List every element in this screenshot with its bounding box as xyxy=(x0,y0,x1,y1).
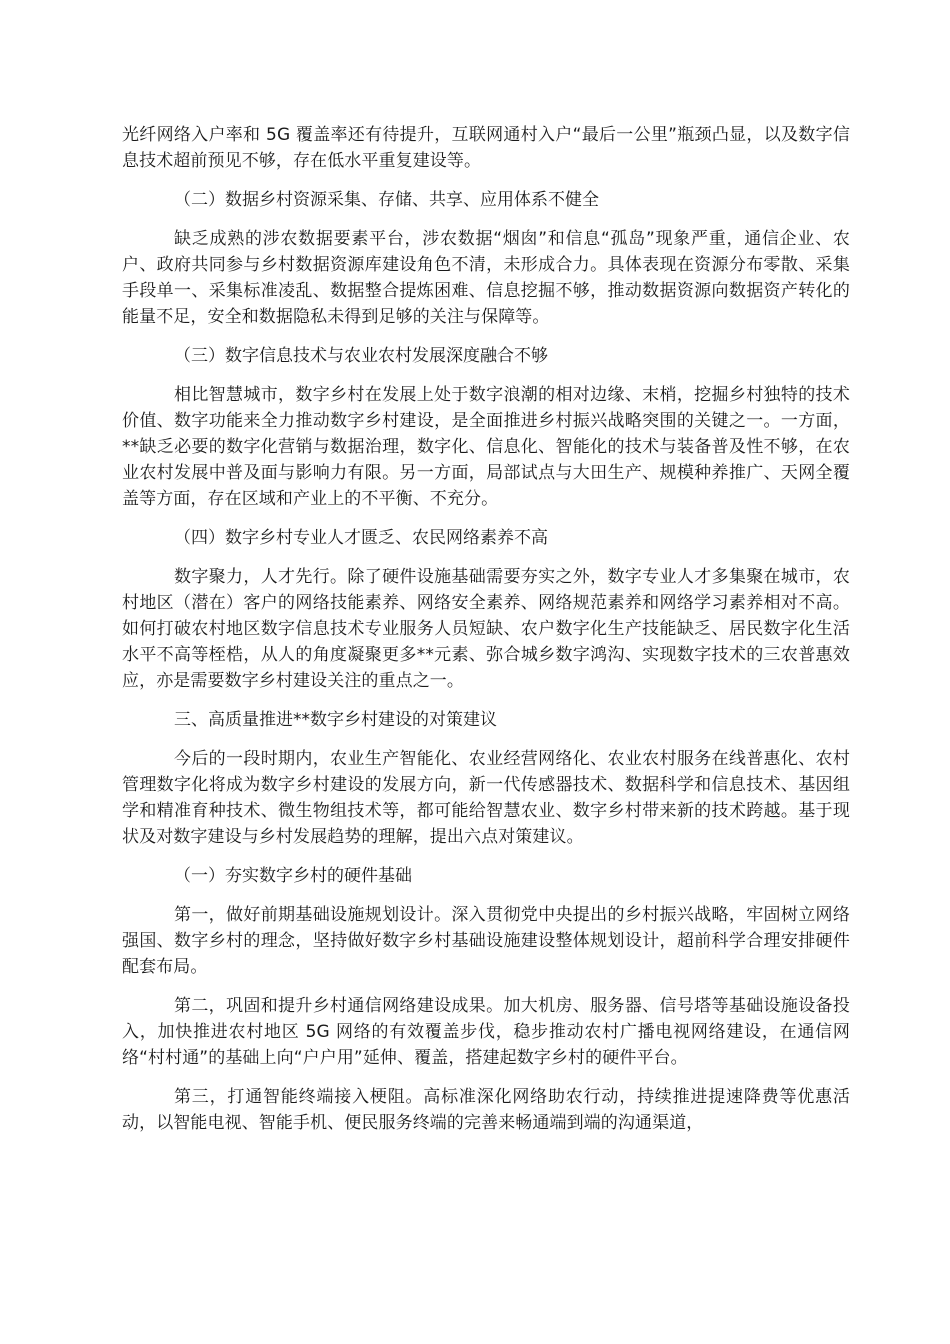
section-heading: （三）数字信息技术与农业农村发展深度融合不够 xyxy=(174,346,548,366)
section-heading: （二）数据乡村资源采集、存储、共享、应用体系不健全 xyxy=(174,190,599,210)
body-paragraph: 相比智慧城市，数字乡村在发展上处于数字浪潮的相对边缘、末梢，挖掘乡村独特的技术价值、数字功能来全力推动数字乡村建设，是全面推进乡村振兴战略突围的关键之一。一方面，**缺乏必要的数字化营销与数据治理，数字化、信息化、智能化的技术与装备普及性不够，在农业农村发展中普及面与影响力有限。另一方面，局部试点与大田生产、规模种养推广、天网全覆盖等方面，存在区域和产业上的不平衡、不充分。 xyxy=(122,385,850,509)
document-page xyxy=(122,122,850,1149)
body-paragraph: 第三，打通智能终端接入梗阻。高标准深化网络助农行动，持续推进提速降费等优惠活动，以智能电视、智能手机、便民服务终端的完善来畅通端到端的沟通渠道， xyxy=(122,1087,850,1133)
body-paragraph: 第一，做好前期基础设施规划设计。深入贯彻党中央提出的乡村振兴战略，牢固树立网络强国、数字乡村的理念，坚持做好数字乡村基础设施建设整体规划设计，超前科学合理安排硬件配套布局。 xyxy=(122,905,850,977)
body-paragraph: 第二，巩固和提升乡村通信网络建设成果。加大机房、服务器、信号塔等基础设施设备投入，加快推进农村地区 5G 网络的有效覆盖步伐，稳步推动农村广播电视网络建设，在通信网络“村村通”的基础上向“户户用”延伸、覆盖，搭建起数字乡村的硬件平台。 xyxy=(122,996,850,1068)
body-paragraph: 缺乏成熟的涉农数据要素平台，涉农数据“烟囱”和信息“孤岛”现象严重，通信企业、农户、政府共同参与乡村数据资源库建设角色不清，未形成合力。具体表现在资源分布零散、采集手段单一、采集标准凌乱、数据整合提炼困难、信息挖掘不够，推动数据资源向数据资产转化的能量不足，安全和数据隐私未得到足够的关注与保障等。 xyxy=(122,229,850,327)
section-heading: （一）夯实数字乡村的硬件基础 xyxy=(174,866,412,886)
chapter-heading: 三、高质量推进**数字乡村建设的对策建议 xyxy=(174,710,497,730)
body-paragraph: 今后的一段时期内，农业生产智能化、农业经营网络化、农业农村服务在线普惠化、农村管理数字化将成为数字乡村建设的发展方向，新一代传感器技术、数据科学和信息技术、基因组学和精准育种技术、微生物组技术等，都可能给智慧农业、数字乡村带来新的技术跨越。基于现状及对数字建设与乡村发展趋势的理解，提出六点对策建议。 xyxy=(122,749,850,847)
section-heading: （四）数字乡村专业人才匮乏、农民网络素养不高 xyxy=(174,528,548,548)
paragraph-continuation: 光纤网络入户率和 5G 覆盖率还有待提升，互联网通村入户“最后一公里”瓶颈凸显，以及数字信息技术超前预见不够，存在低水平重复建设等。 xyxy=(122,125,850,171)
body-paragraph: 数字聚力，人才先行。除了硬件设施基础需要夯实之外，数字专业人才多集聚在城市，农村地区（潜在）客户的网络技能素养、网络安全素养、网络规范素养和网络学习素养相对不高。如何打破农村地区数字信息技术专业服务人员短缺、农户数字化生产技能缺乏、居民数字化生活水平不高等桎梏，从人的角度凝聚更多**元素、弥合城乡数字鸿沟、实现数字技术的三农普惠效应，亦是需要数字乡村建设关注的重点之一。 xyxy=(122,567,850,691)
